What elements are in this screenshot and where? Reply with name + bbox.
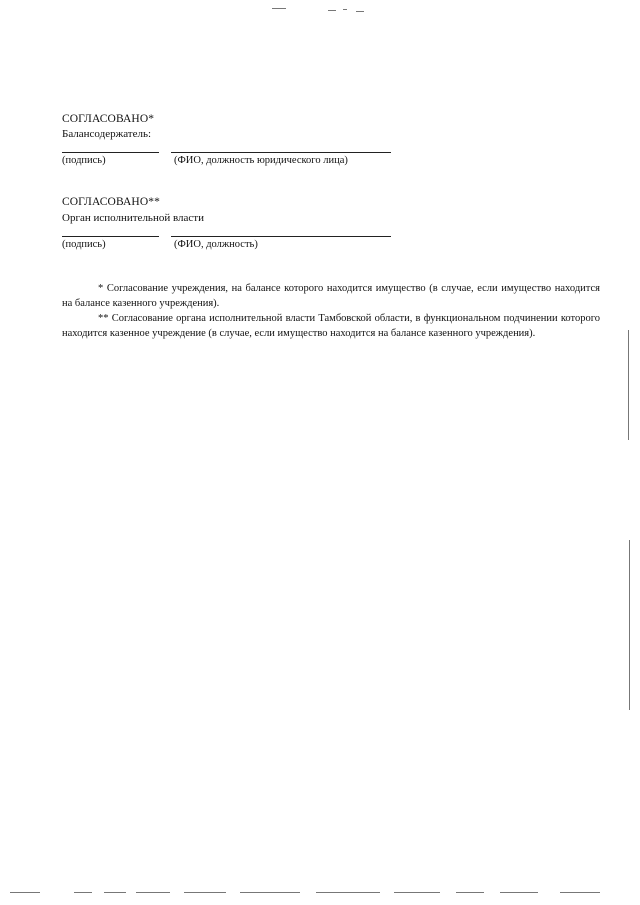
approval-heading-1: СОГЛАСОВАНО*	[62, 113, 155, 125]
signature-caption-1: (подпись)	[62, 155, 106, 166]
footnotes	[62, 281, 600, 341]
scan-mark	[343, 9, 347, 10]
scan-mark	[560, 892, 600, 893]
scan-mark	[136, 892, 170, 893]
scan-mark	[240, 892, 300, 893]
approval-subheading-2: Орган исполнительной власти	[62, 212, 204, 224]
approval-subheading-1: Балансодержатель:	[62, 128, 152, 140]
scan-edge-mark	[628, 330, 629, 440]
scan-mark	[356, 11, 364, 12]
scan-mark	[328, 10, 336, 11]
name-line-2	[171, 236, 391, 237]
scan-mark	[184, 892, 226, 893]
footnote-1: * Согласование учреждения, на балансе которого находится имущество (в случае, если имущество находится на балансе казенного учреждения).	[62, 283, 600, 309]
scan-mark	[104, 892, 126, 893]
name-caption-1: (ФИО, должность юридического лица)	[174, 155, 348, 166]
scan-mark	[10, 892, 40, 893]
name-caption-2: (ФИО, должность)	[174, 239, 258, 250]
signature-line-1	[62, 152, 159, 153]
approval-heading-2: СОГЛАСОВАНО**	[62, 196, 160, 208]
scan-mark	[74, 892, 92, 893]
signature-line-2	[62, 236, 159, 237]
scan-mark	[456, 892, 484, 893]
scan-mark	[272, 8, 286, 9]
scan-mark	[316, 892, 380, 893]
footnote-2: ** Согласование органа исполнительной власти Тамбовской области, в функциональном подчинении которого находится казенное учреждение (в случае, если имущество находится на балансе казенного учреждения).	[62, 313, 600, 339]
signature-caption-2: (подпись)	[62, 239, 106, 250]
scan-edge-mark	[629, 540, 630, 710]
scan-mark	[394, 892, 440, 893]
name-line-1	[171, 152, 391, 153]
scan-mark	[500, 892, 538, 893]
